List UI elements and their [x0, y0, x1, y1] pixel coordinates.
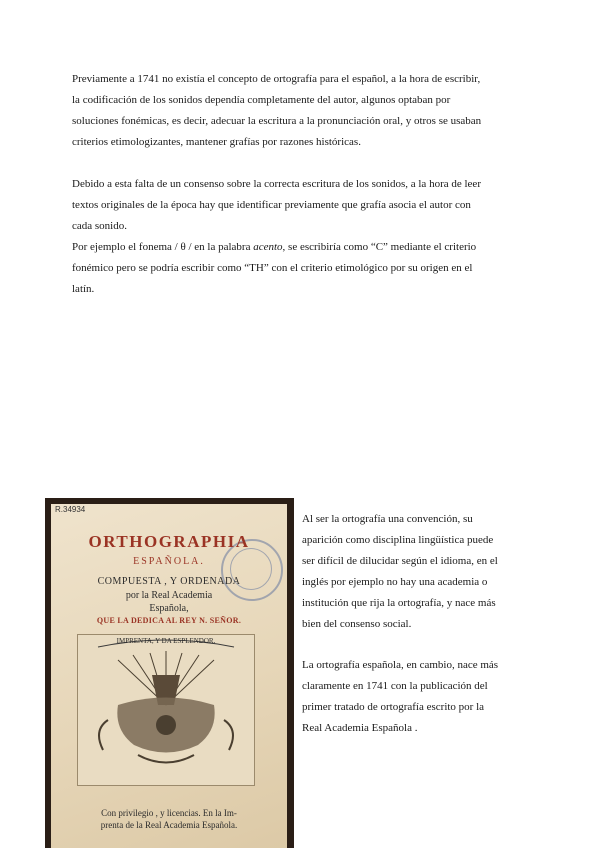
cover-dedication: QUE LA DEDICA AL REY N. SEÑOR. [96, 616, 242, 625]
intro-paragraph [72, 69, 528, 153]
text-line: claramente en 1741 con la publicación del [302, 680, 488, 692]
cover-imprint: prenta de la Real Academia Española. [100, 820, 238, 830]
book-cover-image [45, 498, 294, 848]
text-fragment: Por ejemplo el fonema / θ / en la palabra [72, 241, 254, 253]
italic-word: acento [253, 241, 283, 253]
text-line: Previamente a 1741 no existía el concepto de ortografía para el español, a la hora de escribir, [72, 73, 481, 85]
text-line: soluciones fonémicas, es decir, adecuar la escritura a la pronunciación oral, y otros se usaban [72, 115, 482, 127]
cover-imprint: Con privilegio , y licencias. En la Im- [101, 808, 237, 818]
text-line: institución que rija la ortografía, y nace más [302, 597, 496, 609]
cover-line: COMPUESTA , Y ORDENADA [97, 576, 241, 587]
cover-subtitle: ESPAÑOLA. [133, 556, 205, 567]
text-line: ser difícil de dilucidar según el idioma, en el [302, 555, 498, 567]
consensus-paragraph [72, 174, 528, 237]
text-line: latín. [72, 283, 95, 295]
title-page [51, 504, 287, 848]
text-line [72, 237, 528, 258]
convention-paragraph [302, 509, 542, 635]
text-line: cada sonido. [72, 220, 127, 232]
text-line: bien del consenso social. [302, 618, 412, 630]
text-line: fonémico pero se podría escribir como “TH” con el criterio etimológico por su origen en el [72, 262, 473, 274]
emblem-drawing [78, 635, 254, 785]
emblem-motto: IMPRENTA, Y DA ESPLENDOR. [116, 637, 216, 645]
text-line: Al ser la ortografía una convención, su [302, 513, 473, 525]
text-line: criterios etimologizantes, mantener grafías por razones históricas. [72, 136, 361, 148]
cover-line: por la Real Academia [125, 590, 213, 601]
cover-title: ORTHOGRAPHIA [88, 532, 250, 551]
academy-paragraph [302, 655, 542, 739]
text-line: primer tratado de ortografía escrito por la [302, 701, 485, 713]
text-line: inglés por ejemplo no hay una academia o [302, 576, 488, 588]
cover-line: Española, [149, 603, 189, 614]
text-line: Debido a esta falta de un consenso sobre la correcta escritura de los sonidos, a la hora de leer [72, 178, 481, 190]
example-paragraph [72, 237, 528, 300]
text-line: aparición como disciplina lingüística puede [302, 534, 494, 546]
text-fragment: , se escribiría como “C” mediante el criterio [282, 241, 477, 253]
text-line: textos originales de la época hay que identificar previamente que grafía asocia el autor con [72, 199, 471, 211]
text-line: la codificación de los sonidos dependía completamente del autor, algunos optaban por [72, 94, 451, 106]
crucible-emblem-engraving [77, 634, 255, 786]
text-line: La ortografía española, en cambio, nace más [302, 659, 499, 671]
text-line: Real Academia Española . [302, 722, 418, 734]
catalog-number: R.34934 [55, 505, 86, 514]
